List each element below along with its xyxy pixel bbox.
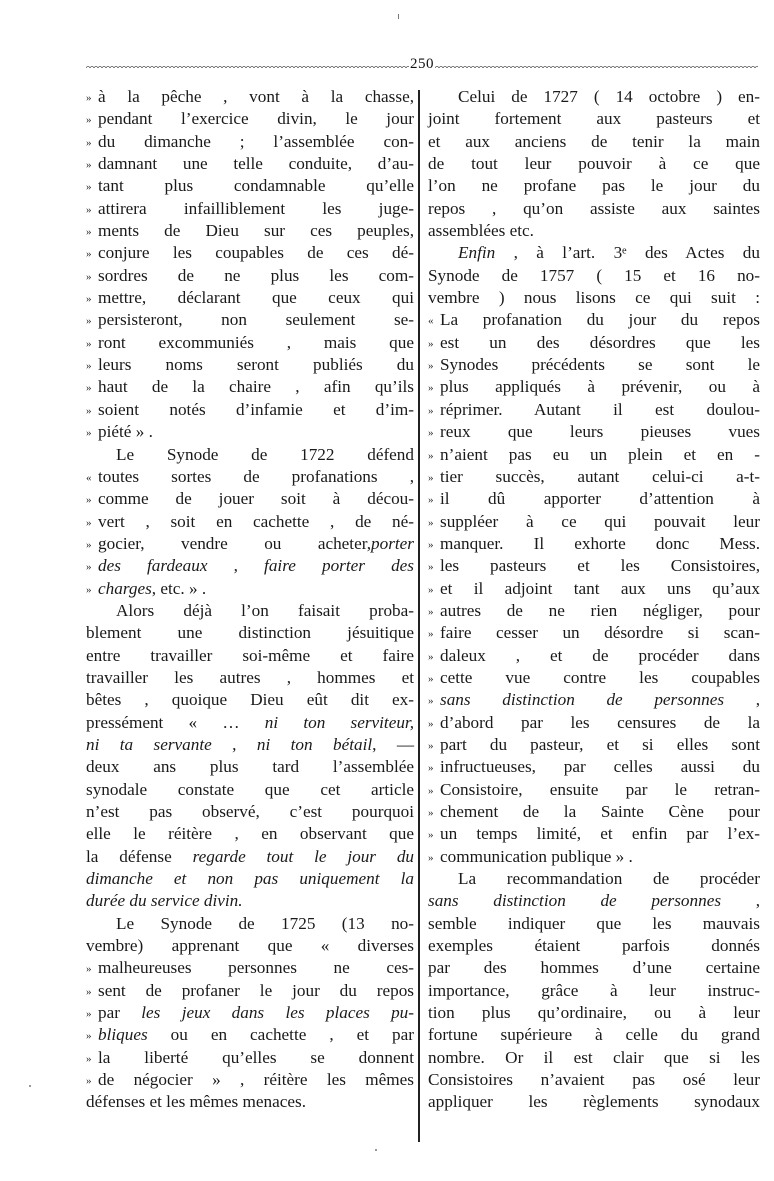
line-text: leurs noms seront publiés du xyxy=(98,355,414,375)
quote-mark: » xyxy=(86,270,92,283)
paper-speck xyxy=(29,1085,31,1087)
line-text: elle le réitère , en observant que xyxy=(86,824,414,844)
quote-mark: » xyxy=(428,851,434,864)
text-line xyxy=(86,1024,414,1046)
line-text: conjure les coupables de ces dé- xyxy=(98,243,414,263)
text-line xyxy=(86,734,414,756)
line-text: suppléer à ce qui pouvait leur xyxy=(440,511,760,531)
line-text: Le Synode de 1725 (13 no- xyxy=(116,913,414,933)
line-text: d’abord par les censures de la xyxy=(440,712,760,732)
line-text: persisteront, non seulement se- xyxy=(98,310,414,330)
quote-mark: » xyxy=(428,739,434,752)
line-text: Consistoire, ensuite par le retran- xyxy=(440,779,760,799)
text-line xyxy=(86,801,414,823)
quote-mark: » xyxy=(428,672,434,685)
text-line xyxy=(428,823,760,845)
text-line xyxy=(86,444,414,466)
line-text: , xyxy=(211,734,257,754)
line-text: semble indiquer que les mauvais xyxy=(428,913,760,933)
line-text: tant plus condamnable qu’elle xyxy=(98,176,414,196)
line-text: Synode de 1757 ( 15 et 16 no- xyxy=(428,265,760,285)
page-number: 250 xyxy=(410,56,434,72)
text-line xyxy=(428,220,760,242)
text-line xyxy=(428,265,760,287)
text-line xyxy=(86,265,414,287)
text-line xyxy=(86,622,414,644)
text-line xyxy=(428,846,760,868)
line-text: les pasteurs et les Consistoires, xyxy=(440,556,760,576)
text-line xyxy=(86,1047,414,1069)
line-text: soient notés d’infamie et d’im- xyxy=(98,399,414,419)
text-line xyxy=(86,779,414,801)
text-line xyxy=(86,376,414,398)
quote-mark: « xyxy=(86,471,92,484)
text-line xyxy=(428,466,760,488)
text-line xyxy=(428,488,760,510)
quote-mark: » xyxy=(428,717,434,730)
line-text: La recommandation de procéder xyxy=(458,869,760,889)
text-line xyxy=(86,667,414,689)
line-text: malheureuses personnes ne ces- xyxy=(98,958,414,978)
quote-mark: » xyxy=(428,762,434,775)
line-text: entre travailler soi-même et faire xyxy=(86,645,414,665)
text-line xyxy=(428,1002,760,1024)
quote-mark: » xyxy=(428,695,434,708)
text-line xyxy=(86,131,414,153)
text-line xyxy=(428,533,760,555)
text-line xyxy=(86,555,414,577)
line-text: la liberté qu’elles se donnent xyxy=(98,1047,414,1067)
text-line xyxy=(86,712,414,734)
line-text: piété » . xyxy=(98,422,153,442)
text-line xyxy=(428,175,760,197)
quote-mark: » xyxy=(428,829,434,842)
text-line xyxy=(86,890,414,912)
quote-mark: » xyxy=(86,360,92,373)
quote-mark: « xyxy=(428,315,434,328)
quote-mark: » xyxy=(86,561,92,574)
line-text: communication publique » . xyxy=(440,846,633,866)
quote-mark: » xyxy=(428,807,434,819)
text-line xyxy=(428,689,760,711)
paper-speck xyxy=(375,1149,377,1151)
italic-text: dimanche et non pas uniquement la xyxy=(86,869,414,889)
quote-mark: » xyxy=(86,583,92,596)
italic-text: faire porter des xyxy=(264,556,414,576)
text-line xyxy=(428,913,760,935)
text-line xyxy=(86,846,414,868)
italic-text: sans distinction de personnes xyxy=(428,891,722,911)
line-text: défenses et les mêmes menaces. xyxy=(86,1092,307,1112)
text-line xyxy=(86,689,414,711)
text-line xyxy=(428,444,760,466)
line-text: , xyxy=(721,891,761,911)
line-text: un temps limité, et enfin par l’ex- xyxy=(440,824,760,844)
text-line xyxy=(428,600,760,622)
text-line xyxy=(86,645,414,667)
line-text: et il adjoint tant aux uns qu’aux xyxy=(440,578,760,598)
italic-text: bliques xyxy=(98,1025,148,1045)
quote-mark: » xyxy=(86,92,92,104)
line-text: bêtes , quoique Dieu eût dit ex- xyxy=(86,690,414,710)
text-line xyxy=(86,354,414,376)
text-line xyxy=(428,1091,760,1113)
quote-mark: » xyxy=(86,226,92,239)
line-text: blement une distinction jésuitique xyxy=(86,623,414,643)
quote-mark: » xyxy=(428,628,434,641)
line-text: attirera infailliblement les juge- xyxy=(98,198,414,218)
quote-mark: » xyxy=(86,404,92,417)
quote-mark: » xyxy=(86,516,92,529)
quote-mark: » xyxy=(86,1075,92,1088)
text-line xyxy=(428,890,760,912)
line-text: réprimer. Autant il est doulou- xyxy=(440,399,760,419)
quote-mark: » xyxy=(428,650,434,663)
text-line xyxy=(86,578,414,600)
line-text: tier succès, autant celui-ci a-t- xyxy=(440,466,760,486)
quote-mark: » xyxy=(86,114,92,127)
text-line xyxy=(428,332,760,354)
text-line xyxy=(86,935,414,957)
quote-mark: » xyxy=(86,159,92,172)
line-text: part du pasteur, et si elles sont xyxy=(440,734,760,754)
text-line xyxy=(428,309,760,331)
quote-mark: » xyxy=(86,181,92,194)
line-text: appliquer les règlements synodaux xyxy=(428,1092,760,1112)
line-text: chement de la Sainte Cène pour xyxy=(440,802,760,821)
line-text: , à l’art. 3ᵉ des Actes du xyxy=(495,243,760,263)
quote-mark: » xyxy=(428,471,434,484)
text-line xyxy=(428,131,760,153)
quote-mark: » xyxy=(428,605,434,618)
line-text: fortune supérieure à celle du grand xyxy=(428,1025,760,1045)
line-text: exemples étaient parfois donnés xyxy=(428,936,760,956)
quote-mark: » xyxy=(86,337,92,350)
line-text: tion plus qu’ordinaire, ou à leur xyxy=(428,1003,760,1023)
header-rule-left xyxy=(86,63,409,69)
text-line xyxy=(428,108,760,130)
quote-mark: » xyxy=(428,784,434,797)
text-line xyxy=(428,645,760,667)
text-line xyxy=(428,622,760,644)
line-text: à la pêche , vont à la chasse, xyxy=(98,87,414,106)
header-rule-right xyxy=(435,63,758,69)
line-text: , xyxy=(724,690,761,710)
text-line xyxy=(86,913,414,935)
text-line xyxy=(86,153,414,175)
quote-mark: » xyxy=(86,315,92,328)
line-text: Consistoires n’avaient pas osé leur xyxy=(428,1070,760,1090)
line-text: par xyxy=(98,1003,142,1023)
text-line xyxy=(86,980,414,1002)
italic-text: ni ton serviteur, xyxy=(264,712,414,732)
line-text: il dû apporter d’attention à xyxy=(440,489,760,509)
italic-text: des fardeaux xyxy=(98,556,208,576)
text-line xyxy=(428,376,760,398)
quote-mark: » xyxy=(86,1008,92,1021)
line-text: par des hommes d’une certaine xyxy=(428,958,760,978)
line-text: assemblées etc. xyxy=(428,221,534,241)
column-divider xyxy=(418,90,420,1142)
text-line xyxy=(428,242,760,264)
line-text: n’aient pas eu un plein et en - xyxy=(440,444,760,464)
quote-mark: » xyxy=(86,382,92,395)
text-line xyxy=(428,153,760,175)
line-text: ments de Dieu sur ces peuples, xyxy=(98,221,414,241)
line-text: l’on ne profane pas le jour du xyxy=(428,176,760,196)
text-line xyxy=(428,801,760,823)
line-text: toutes sortes de profanations , xyxy=(98,466,414,486)
text-line xyxy=(428,421,760,443)
text-line xyxy=(428,734,760,756)
line-text: de tout leur pouvoir à ce que xyxy=(428,154,760,174)
line-text: vembre) apprenant que « diverses xyxy=(86,936,414,956)
line-text: pendant l’exercice divin, le jour xyxy=(98,109,414,129)
text-line xyxy=(86,1069,414,1091)
line-text: comme de jouer soit à décou- xyxy=(98,489,414,509)
line-text: la défense xyxy=(86,846,193,866)
text-line xyxy=(428,287,760,309)
text-line xyxy=(86,198,414,220)
quote-mark: » xyxy=(428,494,434,507)
line-text: La profanation du jour du repos xyxy=(440,310,760,330)
quote-mark: » xyxy=(86,203,92,216)
text-line xyxy=(86,332,414,354)
line-text: cette vue contre les coupables xyxy=(440,667,760,687)
quote-mark: » xyxy=(86,1052,92,1065)
line-text: vert , soit en cachette , de né- xyxy=(98,511,414,531)
quote-mark: » xyxy=(86,1030,92,1043)
line-text: pressément « … xyxy=(86,712,265,732)
text-line xyxy=(428,868,760,890)
quote-mark: » xyxy=(428,538,434,551)
italic-text: Enfin xyxy=(458,243,496,263)
text-line xyxy=(86,1091,414,1113)
text-line xyxy=(428,511,760,533)
text-line xyxy=(86,108,414,130)
line-text: Celui de 1727 ( 14 octobre ) en- xyxy=(458,87,760,106)
line-text: de négocier » , réitère les mêmes xyxy=(98,1070,414,1090)
italic-text: ni ta servante xyxy=(86,734,212,754)
italic-text: les jeux dans les places pu- xyxy=(141,1003,414,1023)
text-line xyxy=(86,242,414,264)
line-text: haut de la chaire , afin qu’ils xyxy=(98,377,414,397)
paper-speck xyxy=(398,14,399,19)
text-line xyxy=(428,935,760,957)
line-text: sordres de ne plus les com- xyxy=(98,265,414,285)
line-text: autres de ne rien négliger, pour xyxy=(440,600,760,620)
line-text: faire cesser un désordre si scan- xyxy=(440,623,760,643)
italic-text: sans distinction de personnes xyxy=(440,690,725,710)
text-line xyxy=(428,555,760,577)
right-column xyxy=(428,86,760,1114)
line-text: , — xyxy=(372,734,415,754)
line-text: plus appliqués à prévenir, ou à xyxy=(440,377,760,397)
text-line xyxy=(428,667,760,689)
line-text: du dimanche ; l’assemblée con- xyxy=(98,131,414,151)
italic-text: porter xyxy=(371,533,414,553)
line-text: mettre, déclarant que ceux qui xyxy=(98,288,414,308)
quote-mark: » xyxy=(428,516,434,529)
line-text: n’est pas observé, c’est pourquoi xyxy=(86,802,414,821)
quote-mark: » xyxy=(428,561,434,574)
text-line xyxy=(428,399,760,421)
text-line xyxy=(428,712,760,734)
text-line xyxy=(86,287,414,309)
quote-mark: » xyxy=(86,494,92,507)
quote-mark: » xyxy=(428,583,434,596)
line-text: daleux , et de procéder dans xyxy=(440,645,760,665)
text-line xyxy=(428,779,760,801)
quote-mark: » xyxy=(428,382,434,395)
line-text: damnant une telle conduite, d’au- xyxy=(98,154,414,174)
page-header xyxy=(86,56,758,76)
quote-mark: » xyxy=(428,427,434,440)
text-line xyxy=(428,756,760,778)
line-text: repos , qu’on assiste aux saintes xyxy=(428,198,760,218)
text-line xyxy=(428,86,760,108)
quote-mark: » xyxy=(86,985,92,998)
text-line xyxy=(86,957,414,979)
text-line xyxy=(86,399,414,421)
text-line xyxy=(86,488,414,510)
italic-text: charges xyxy=(98,578,152,598)
text-line xyxy=(428,1069,760,1091)
italic-text: durée du service divin. xyxy=(86,891,243,911)
text-line xyxy=(86,175,414,197)
text-line xyxy=(428,1024,760,1046)
quote-mark: » xyxy=(86,538,92,551)
text-line xyxy=(428,957,760,979)
quote-mark: » xyxy=(86,293,92,306)
text-line xyxy=(86,421,414,443)
text-line xyxy=(86,309,414,331)
text-line xyxy=(86,220,414,242)
quote-mark: » xyxy=(428,404,434,417)
line-text: importance, grâce à leur instruc- xyxy=(428,980,760,1000)
line-text: sent de profaner le jour du repos xyxy=(98,980,414,1000)
line-text: vembre ) nous lisons ce qui suit : xyxy=(428,288,760,308)
line-text: reux que leurs pieuses vues xyxy=(440,422,760,442)
quote-mark: » xyxy=(428,360,434,373)
left-column xyxy=(86,86,414,1114)
text-line xyxy=(86,533,414,555)
text-line xyxy=(86,466,414,488)
text-line xyxy=(86,868,414,890)
quote-mark: » xyxy=(86,136,92,149)
text-line xyxy=(86,600,414,622)
text-line xyxy=(428,354,760,376)
line-text: Le Synode de 1722 défend xyxy=(116,444,414,464)
text-line xyxy=(428,980,760,1002)
line-text: gocier, vendre ou acheter, xyxy=(98,533,372,553)
quote-mark: » xyxy=(86,963,92,976)
line-text: , etc. » . xyxy=(151,578,207,598)
text-line xyxy=(428,578,760,600)
italic-text: ni ton bétail xyxy=(256,734,373,754)
line-text: ront excommuniés , mais que xyxy=(98,332,414,352)
text-line xyxy=(86,756,414,778)
line-text: nombre. Or il est clair que si les xyxy=(428,1047,760,1067)
quote-mark: » xyxy=(428,337,434,350)
text-line xyxy=(86,511,414,533)
line-text: , xyxy=(207,556,265,576)
text-line xyxy=(86,86,414,108)
quote-mark: » xyxy=(428,449,434,462)
text-line xyxy=(86,823,414,845)
quote-mark: » xyxy=(86,427,92,440)
line-text: travailler les autres , hommes et xyxy=(86,667,414,687)
text-line xyxy=(428,1047,760,1069)
line-text: ou en cachette , et par xyxy=(147,1025,414,1045)
line-text: est un des désordres que les xyxy=(440,332,760,352)
line-text: Alors déjà l’on faisait proba- xyxy=(116,600,414,620)
quote-mark: » xyxy=(86,248,92,261)
line-text: infructueuses, par celles aussi du xyxy=(440,757,760,777)
italic-text: regarde tout le jour du xyxy=(192,846,415,866)
line-text: manquer. Il exhorte donc Mess. xyxy=(440,533,760,553)
line-text: Synodes précédents se sont le xyxy=(440,355,760,375)
line-text: et aux anciens de tenir la main xyxy=(428,131,760,151)
line-text: synodale constate que cet article xyxy=(86,779,414,799)
line-text: deux ans plus tard l’assemblée xyxy=(86,757,414,777)
line-text: joint fortement aux pasteurs et xyxy=(428,109,760,129)
text-line xyxy=(428,198,760,220)
text-line xyxy=(86,1002,414,1024)
